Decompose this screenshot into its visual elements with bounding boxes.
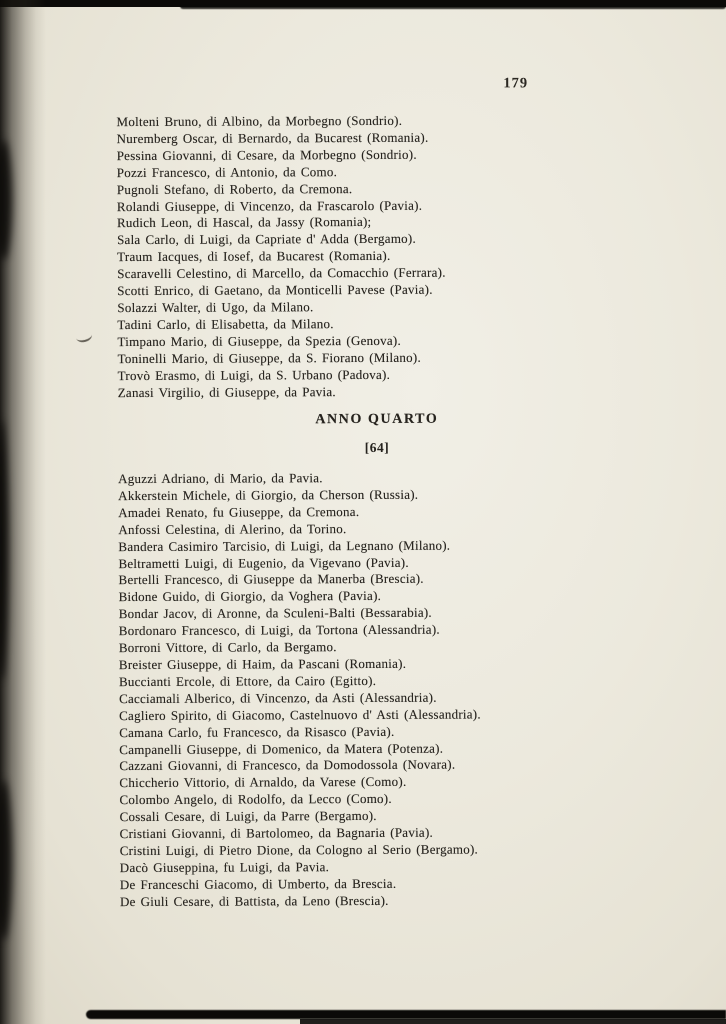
binding-blotch (0, 420, 8, 680)
entry-line: Beltrametti Luigi, di Eugenio, da Vigevano (Pavia). (118, 554, 409, 571)
entry-line: Colombo Angelo, di Rodolfo, da Lecco (Como). (119, 791, 392, 808)
entry-line: Trovò Erasmo, di Luigi, da S. Urbano (Padova). (117, 366, 391, 383)
entry-line: Dacò Giuseppina, fu Luigi, da Pavia. (119, 859, 330, 875)
anno-quarto-entry-list (118, 469, 700, 911)
entry-line: Pozzi Francesco, di Antonio, da Como. (116, 163, 338, 180)
binding-blotch (0, 780, 12, 940)
entry-line: Buccianti Ercole, di Ettore, da Cairo (Egitto). (118, 672, 377, 689)
scan-edge-top-bar-shadow (180, 5, 726, 9)
page-number: 179 (503, 75, 529, 92)
entry-line: Breister Giuseppe, di Haim, da Pascani (Romania). (118, 655, 407, 673)
scan-edge-bottom-bar (86, 1010, 726, 1019)
entry-line: Tadini Carlo, di Elisabetta, da Milano. (117, 316, 334, 332)
entry-line: Pugnoli Stefano, di Roberto, da Cremona. (116, 180, 353, 197)
entry-line: Aguzzi Adriano, di Mario, da Pavia. (118, 470, 323, 487)
entry-line: Cossali Cesare, di Luigi, da Parre (Bergamo). (119, 808, 377, 825)
entry-line: Toninelli Mario, di Giuseppe, da S. Fiorano (Milano). (117, 349, 421, 366)
entry-line: Amadei Renato, fu Giuseppe, da Cremona. (118, 503, 360, 520)
entry-line: De Giuli Cesare, di Battista, da Leno (Brescia). (119, 892, 389, 909)
entry-line: Zanasi Virgilio, di Giuseppe, da Pavia. (117, 383, 336, 400)
handwritten-margin-mark (75, 329, 93, 344)
entry-line: Campanelli Giuseppe, di Domenico, da Matera (Potenza). (119, 740, 444, 757)
scan-edge-bottom-bar-shadow (300, 1019, 726, 1024)
entry-line: Timpano Mario, di Giuseppe, da Spezia (Genova). (117, 332, 401, 349)
entry-line: Bandera Casimiro Tarcisio, di Luigi, da Legnano (Milano). (118, 537, 451, 554)
entry-line: Anfossi Celestina, di Alerino, da Torino. (118, 520, 347, 537)
entry-line: Cagliero Spirito, di Giacomo, Castelnuovo d' Asti (Alessandria). (119, 706, 481, 723)
anno-terzo-entry-list (116, 112, 697, 402)
entry-line: Bordonaro Francesco, di Luigi, da Tortona (Alessandria). (118, 621, 440, 639)
entry-line: Cristini Luigi, di Pietro Dione, da Cologno al Serio (Bergamo). (119, 841, 479, 859)
entry-line: Camana Carlo, fu Francesco, da Risasco (Pavia). (119, 723, 395, 740)
entry-line: Akkerstein Michele, di Giorgio, da Cherson (Russia). (118, 486, 419, 503)
entry-line: Molteni Bruno, di Albino, da Morbegno (Sondrio). (116, 112, 403, 130)
entry-line: Scaravelli Celestino, di Marcello, da Comacchio (Ferrara). (117, 264, 446, 282)
entry-line: Solazzi Walter, di Ugo, da Milano. (117, 299, 314, 316)
entry-line: Cristiani Giovanni, di Bartolomeo, da Bagnaria (Pavia). (119, 824, 434, 842)
entry-line: Bondar Jacov, di Aronne, da Sculeni-Balti (Bessarabia). (118, 604, 432, 622)
entry-line: De Franceschi Giacomo, di Umberto, da Brescia. (119, 875, 397, 892)
entry-line: Bertelli Francesco, di Giuseppe da Manerba (Brescia). (118, 571, 424, 588)
entry-line: Scotti Enrico, di Gaetano, da Monticelli Pavese (Pavia). (117, 281, 433, 299)
entry-line: Rolandi Giuseppe, di Vincenzo, da Frascarolo (Pavia). (116, 197, 423, 214)
entry-line: Traum Iacques, di Iosef, da Bucarest (Romania). (117, 248, 391, 265)
entry-line: Cazzani Giovanni, di Francesco, da Domodossola (Novara). (119, 757, 456, 774)
entry-line: Bidone Guido, di Giorgio, da Voghera (Pavia). (118, 588, 382, 605)
entry-line: Chiccherio Vittorio, di Arnaldo, da Varese (Como). (119, 774, 407, 791)
entry-line: Borroni Vittore, di Carlo, da Bergamo. (118, 639, 337, 656)
entry-line: Sala Carlo, di Luigi, da Capriate d' Adda (Bergamo). (117, 231, 417, 248)
binding-shadow-left (0, 0, 46, 1024)
section-heading-anno-quarto: ANNO QUARTO (315, 411, 439, 428)
entry-line: Rudich Leon, di Hascal, da Jassy (Romania); (116, 214, 372, 231)
entry-line: Nuremberg Oscar, di Bernardo, da Bucarest (Romania). (116, 129, 429, 146)
section-count: [64] (364, 439, 390, 455)
entry-line: Cacciamali Alberico, di Vincenzo, da Asti (Alessandria). (119, 689, 437, 706)
entry-line: Pessina Giovanni, di Cesare, da Morbegno (Sondrio). (116, 146, 417, 163)
binding-blotch (0, 140, 12, 260)
